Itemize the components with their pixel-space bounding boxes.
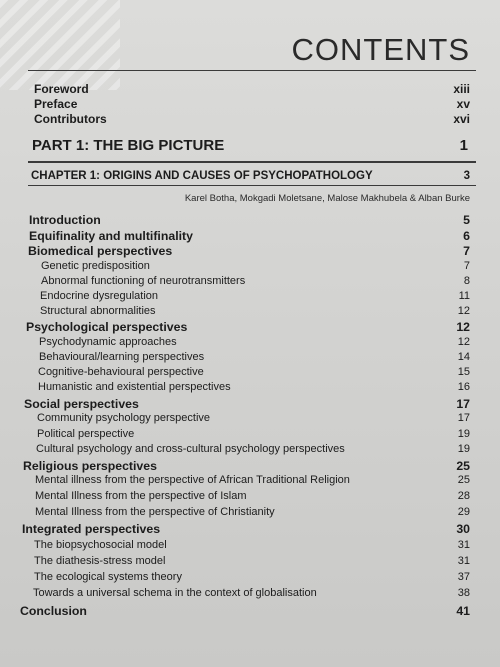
part-rule	[28, 161, 476, 163]
toc-page-number: 8	[463, 275, 470, 287]
toc-subsection-label: Structural abnormalities	[40, 305, 156, 317]
toc-subsection-label: The diathesis-stress model	[34, 555, 166, 567]
toc-page-number: 31	[457, 555, 470, 567]
toc-subsection[interactable]	[0, 260, 500, 276]
part-page: 1	[459, 137, 468, 154]
toc-subsection[interactable]	[0, 305, 500, 321]
front-matter-item[interactable]	[0, 112, 500, 128]
toc-subsection[interactable]	[0, 412, 500, 428]
toc-subsection[interactable]	[0, 443, 500, 459]
part-label: PART 1: THE BIG PICTURE	[32, 137, 225, 154]
toc-subsection[interactable]	[0, 290, 500, 306]
front-matter-page: xiii	[453, 82, 470, 96]
toc-subsection-label: Cultural psychology and cross-cultural psychology perspectives	[36, 443, 345, 455]
chapter-label: CHAPTER 1: ORIGINS AND CAUSES OF PSYCHOPATHOLOGY	[31, 170, 373, 182]
chapter-heading[interactable]	[0, 170, 500, 186]
toc-section-label: Biomedical perspectives	[28, 244, 173, 258]
toc-subsection-label: The biopsychosocial model	[34, 539, 167, 551]
toc-page-number: 16	[457, 381, 470, 393]
toc-section[interactable]	[0, 229, 500, 245]
toc-page-number: 7	[463, 260, 470, 272]
toc-subsection[interactable]	[0, 555, 500, 571]
front-matter-item[interactable]	[0, 82, 500, 98]
toc-page-number: 7	[463, 244, 470, 258]
toc-page-number: 25	[457, 474, 470, 486]
chapter-authors: Karel Botha, Mokgadi Moletsane, Malose Makhubela & Alban Burke	[184, 193, 470, 204]
toc-subsection[interactable]	[0, 366, 500, 382]
toc-section[interactable]	[0, 522, 500, 538]
toc-section-label: Religious perspectives	[23, 459, 157, 473]
front-matter-label: Preface	[34, 97, 78, 111]
toc-subsection[interactable]	[0, 587, 500, 603]
toc-subsection-label: Political perspective	[37, 428, 135, 440]
toc-page-number: 12	[457, 305, 470, 317]
toc-page-number: 6	[463, 229, 470, 243]
toc-page-number: 19	[457, 443, 470, 455]
toc-subsection-label: Behavioural/learning perspectives	[39, 351, 205, 363]
toc-page-number: 31	[457, 539, 470, 551]
toc-subsection[interactable]	[0, 539, 500, 555]
toc-subsection-label: Community psychology perspective	[37, 412, 211, 424]
toc-page-number: 19	[457, 428, 470, 440]
toc-page-number: 5	[463, 213, 470, 227]
toc-subsection-label: Cognitive-behavioural perspective	[38, 366, 204, 378]
front-matter-item[interactable]	[0, 97, 500, 113]
toc-subsection[interactable]	[0, 275, 500, 291]
toc-subsection[interactable]	[0, 506, 500, 522]
toc-subsection[interactable]	[0, 428, 500, 444]
toc-section-label: Psychological perspectives	[26, 320, 188, 334]
toc-page-number: 17	[457, 412, 470, 424]
toc-subsection[interactable]	[0, 381, 500, 397]
decorative-pattern	[0, 0, 120, 90]
title-rule	[28, 70, 476, 71]
toc-page-number: 25	[456, 459, 470, 473]
toc-subsection-label: Towards a universal schema in the context of globalisation	[33, 587, 317, 599]
chapter-rule	[28, 185, 476, 186]
toc-subsection[interactable]	[0, 571, 500, 587]
toc-section[interactable]	[0, 397, 500, 413]
toc-section-label: Integrated perspectives	[22, 522, 161, 536]
toc-section-label: Introduction	[29, 213, 101, 227]
toc-page-number: 41	[456, 604, 470, 618]
toc-subsection[interactable]	[0, 336, 500, 352]
toc-page-number: 29	[457, 506, 470, 518]
part-heading[interactable]	[0, 137, 500, 157]
toc-section-label: Social perspectives	[24, 397, 139, 411]
toc-section[interactable]	[0, 213, 500, 229]
front-matter-label: Foreword	[34, 82, 89, 96]
front-matter-page: xvi	[453, 112, 470, 126]
toc-page-number: 38	[457, 587, 470, 599]
toc-page-number: 28	[457, 490, 470, 502]
chapter-page: 3	[463, 170, 470, 182]
toc-subsection-label: Mental illness from the perspective of African Traditional Religion	[35, 474, 350, 486]
toc-subsection[interactable]	[0, 351, 500, 367]
toc-subsection-label: Psychodynamic approaches	[39, 336, 177, 348]
toc-section[interactable]	[0, 244, 500, 260]
toc-subsection-label: Humanistic and existential perspectives	[38, 381, 231, 393]
toc-page-number: 14	[457, 351, 470, 363]
toc-subsection-label: Mental Illness from the perspective of Christianity	[35, 506, 275, 518]
toc-section-label: Conclusion	[20, 604, 87, 618]
front-matter-page: xv	[456, 97, 470, 111]
front-matter-label: Contributors	[34, 112, 107, 126]
toc-page-number: 17	[456, 397, 470, 411]
toc-subsection[interactable]	[0, 474, 500, 490]
toc-page-number: 37	[457, 571, 470, 583]
toc-section-label: Equifinality and multifinality	[29, 229, 193, 243]
toc-subsection-label: Endocrine dysregulation	[40, 290, 159, 302]
toc-subsection[interactable]	[0, 490, 500, 506]
toc-page-number: 12	[457, 336, 470, 348]
toc-subsection-label: Mental Illness from the perspective of Islam	[35, 490, 247, 502]
page-title: CONTENTS	[291, 32, 470, 67]
toc-subsection-label: The ecological systems theory	[34, 571, 182, 583]
toc-section[interactable]	[0, 604, 500, 620]
toc-subsection-label: Genetic predisposition	[41, 260, 150, 272]
toc-page-number: 15	[457, 366, 470, 378]
toc-page-number: 11	[458, 290, 470, 302]
toc-page-number: 30	[456, 522, 470, 536]
toc-subsection-label: Abnormal functioning of neurotransmitters	[41, 275, 246, 287]
toc-section[interactable]	[0, 320, 500, 336]
toc-page-number: 12	[456, 320, 470, 334]
toc-section[interactable]	[0, 459, 500, 475]
